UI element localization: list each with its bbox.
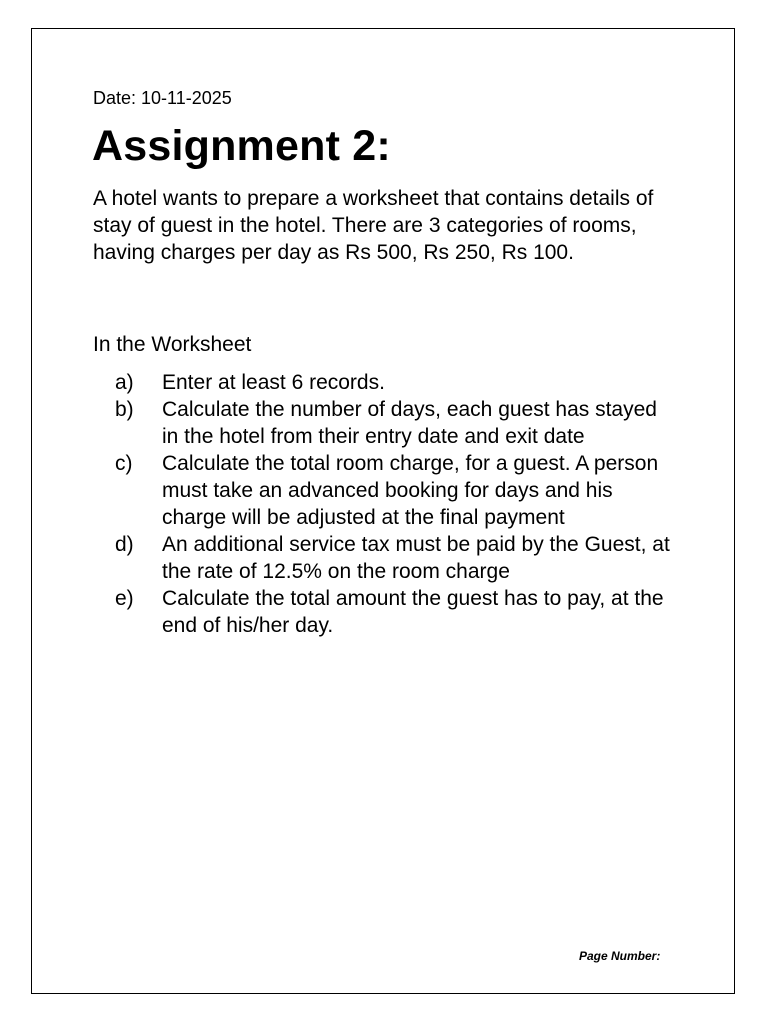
task-item-a <box>93 369 693 396</box>
assignment-description: A hotel wants to prepare a worksheet that contains details of stay of guest in the hotel. There are 3 categories of rooms, having charges per day as Rs 500, Rs 250, Rs 100. <box>93 187 654 264</box>
task-marker-e: e) <box>115 587 134 610</box>
task-text-d: An additional service tax must be paid by the Guest, at the rate of 12.5% on the room charge <box>162 533 670 583</box>
task-item-b <box>93 396 693 450</box>
task-item-c <box>93 450 693 531</box>
page-number-label: Page Number: <box>579 949 661 963</box>
assignment-title: Assignment 2: <box>92 122 391 170</box>
task-text-a: Enter at least 6 records. <box>162 371 385 394</box>
task-marker-a: a) <box>115 371 134 394</box>
task-item-d <box>93 531 693 585</box>
task-item-e <box>93 585 693 639</box>
task-text-c: Calculate the total room charge, for a guest. A person must take an advanced booking for days and his charge will be adjusted at the final payment <box>162 452 659 529</box>
task-text-b: Calculate the number of days, each guest has stayed in the hotel from their entry date and exit date <box>162 398 657 448</box>
task-text-e: Calculate the total amount the guest has to pay, at the end of his/her day. <box>162 587 664 637</box>
document-date: Date: 10-11-2025 <box>93 88 232 108</box>
task-marker-b: b) <box>115 398 134 421</box>
task-marker-d: d) <box>115 533 134 556</box>
worksheet-heading: In the Worksheet <box>93 333 252 356</box>
task-list <box>93 369 693 639</box>
task-marker-c: c) <box>115 452 133 475</box>
